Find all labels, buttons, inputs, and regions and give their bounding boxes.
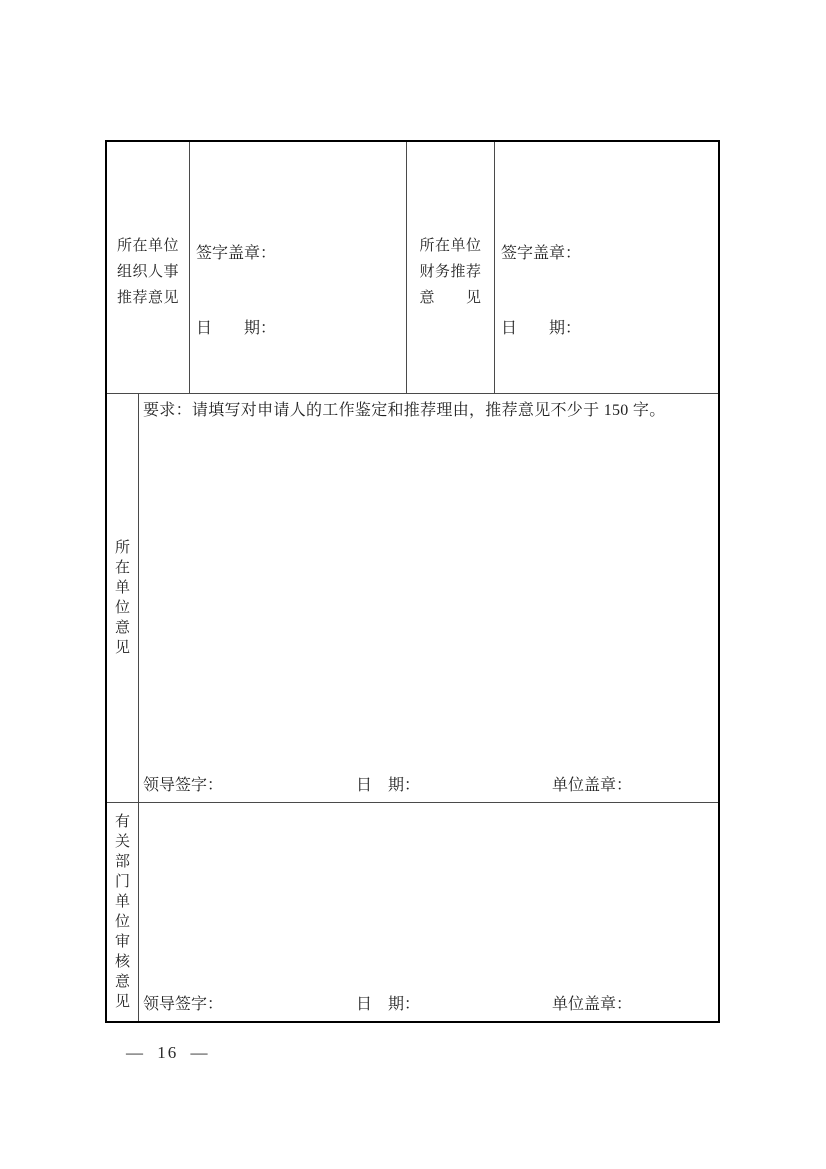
sign-seal-label: 签字盖章： bbox=[196, 245, 277, 262]
finance-recommendation-label bbox=[407, 142, 495, 393]
signature-block bbox=[196, 191, 276, 391]
requirement-note: 要求：请填写对申请人的工作鉴定和推荐理由，推荐意见不少于 150 字。 bbox=[143, 402, 666, 419]
sign-seal-label: 签字盖章： bbox=[501, 245, 582, 262]
unit-opinion-label bbox=[107, 394, 139, 802]
leader-sign-label: 领导签字： bbox=[143, 996, 224, 1013]
org-hr-recommendation-label bbox=[107, 142, 190, 393]
date-label: 日 期： bbox=[196, 320, 277, 337]
vertical-label-text: 所在单位意见 bbox=[114, 540, 130, 656]
page-number: — 16 — bbox=[126, 1043, 210, 1062]
signature-block bbox=[501, 191, 581, 391]
date-label: 日 期： bbox=[501, 320, 582, 337]
label-line: 所在单位 bbox=[116, 237, 179, 254]
leader-sign-label: 领导签字： bbox=[143, 777, 224, 794]
label-line: 推荐意见 bbox=[116, 289, 179, 306]
unit-seal-label: 单位盖章： bbox=[552, 777, 633, 794]
label-line: 意 见 bbox=[419, 289, 482, 306]
recommendation-form-table bbox=[105, 140, 720, 1023]
signature-row bbox=[139, 772, 718, 792]
date-label: 日 期： bbox=[356, 777, 421, 794]
row-recommendations bbox=[107, 142, 718, 394]
dept-review-field bbox=[139, 803, 718, 1021]
unit-opinion-field bbox=[139, 394, 718, 802]
org-hr-recommendation-field bbox=[190, 142, 407, 393]
row-unit-opinion bbox=[107, 394, 718, 803]
date-label: 日 期： bbox=[356, 996, 421, 1013]
label-line: 财务推荐 bbox=[419, 263, 482, 280]
signature-row bbox=[139, 991, 718, 1011]
row-dept-review bbox=[107, 803, 718, 1021]
vertical-label-text: 有关部门单位审核意见 bbox=[114, 814, 130, 1010]
label-line: 组织人事 bbox=[116, 263, 179, 280]
label-line: 所在单位 bbox=[419, 237, 482, 254]
unit-seal-label: 单位盖章： bbox=[552, 996, 633, 1013]
finance-recommendation-field bbox=[495, 142, 718, 393]
dept-review-label bbox=[107, 803, 139, 1021]
